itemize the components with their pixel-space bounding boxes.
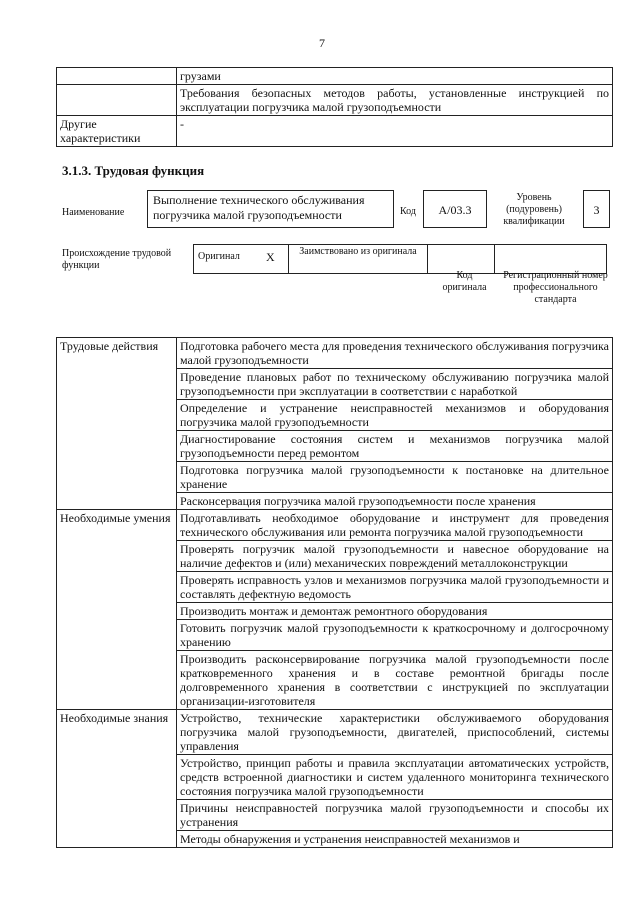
code-value: A/03.3 xyxy=(438,203,472,217)
skill: Проверять погрузчик малой грузоподъемности и навесное оборудование на наличие дефектов и (или) механических повреждений металлоконструкции xyxy=(177,541,613,572)
knowledge-item: Устройство, технические характеристики обслуживаемого оборудования погрузчика малой грузоподъемности, двигателей, приспособлений, системы управления xyxy=(177,710,613,755)
other-characteristics-label: Другие характеристики xyxy=(57,116,177,147)
skill: Готовить погрузчик малой грузоподъемности к краткосрочному и долгосрочному хранению xyxy=(177,620,613,651)
top-table xyxy=(56,67,613,147)
labor-action: Расконсервация погрузчика малой грузоподъемности после хранения xyxy=(177,493,613,510)
skill: Производить монтаж и демонтаж ремонтного оборудования xyxy=(177,603,613,620)
labor-action: Диагностирование состояния систем и механизмов погрузчика малой грузоподъемности перед ремонтом xyxy=(177,431,613,462)
original-label: Оригинал xyxy=(194,245,265,274)
table-row xyxy=(57,338,613,369)
code-value-box xyxy=(423,190,487,228)
labor-action: Подготовка рабочего места для проведения технического обслуживания погрузчика малой грузоподъемности xyxy=(177,338,613,369)
skill: Подготавливать необходимое оборудование и инструмент для проведения технического обслуживания или ремонта погрузчика малой грузоподъемности xyxy=(177,510,613,541)
other-characteristics-value: - xyxy=(177,116,613,147)
knowledge-item: Методы обнаружения и устранения неисправностей механизмов и xyxy=(177,831,613,848)
code-original-label: Код оригинала xyxy=(442,270,487,293)
labor-action: Проведение плановых работ по техническому обслуживанию погрузчика малой грузоподъемности при эксплуатации в соответствии с наработкой xyxy=(177,369,613,400)
origin-label: Происхождение трудовой функции xyxy=(62,248,172,271)
name-value: Выполнение технического обслуживания погрузчика малой грузоподъемности xyxy=(153,193,365,222)
original-mark: X xyxy=(264,245,289,274)
knowledge-item-group-label: Необходимые знания xyxy=(57,710,177,848)
table-row xyxy=(57,510,613,541)
level-value: 3 xyxy=(593,203,600,217)
section-title: 3.1.3. Трудовая функция xyxy=(62,163,205,178)
level-value-box xyxy=(583,190,610,228)
knowledge-item: Устройство, принцип работы и правила эксплуатации автоматических устройств, средств встроенной диагностики и систем удаленного мониторинга технического состояния погрузчика малой грузоподъемности xyxy=(177,755,613,800)
table-row xyxy=(57,710,613,755)
labor-action: Определение и устранение неисправностей механизмов и оборудования погрузчика малой грузоподъемности xyxy=(177,400,613,431)
reg-number-label: Регистрационный номер профессионального стандарта xyxy=(503,270,608,305)
top-table-row2: Требования безопасных методов работы, установленные инструкцией по эксплуатации погрузчика малой грузоподъемности xyxy=(177,85,613,116)
main-table xyxy=(56,337,613,848)
name-label: Наименование xyxy=(62,207,125,218)
labor-action-group-label: Трудовые действия xyxy=(57,338,177,510)
top-table-row1: грузами xyxy=(177,68,613,85)
labor-action: Подготовка погрузчика малой грузоподъемности к постановке на длительное хранение xyxy=(177,462,613,493)
skill: Проверять исправность узлов и механизмов погрузчика малой грузоподъемности и составлять дефектную ведомость xyxy=(177,572,613,603)
skill-group-label: Необходимые умения xyxy=(57,510,177,710)
code-label: Код xyxy=(400,206,416,217)
page-number: 7 xyxy=(319,36,325,50)
borrowed-label: Заимствовано из оригинала xyxy=(289,245,428,274)
knowledge-item: Причины неисправностей погрузчика малой грузоподъемности и способы их устранения xyxy=(177,800,613,831)
name-value-box xyxy=(147,190,394,228)
skill: Производить расконсервирование погрузчика малой грузоподъемности после кратковременного хранения и в составе ремонтной бригады после долговременного хранения в соответствии с инструкцией по эксплуатации организации-изготовителя xyxy=(177,651,613,710)
level-label: Уровень (подуровень) квалификации xyxy=(503,192,565,227)
